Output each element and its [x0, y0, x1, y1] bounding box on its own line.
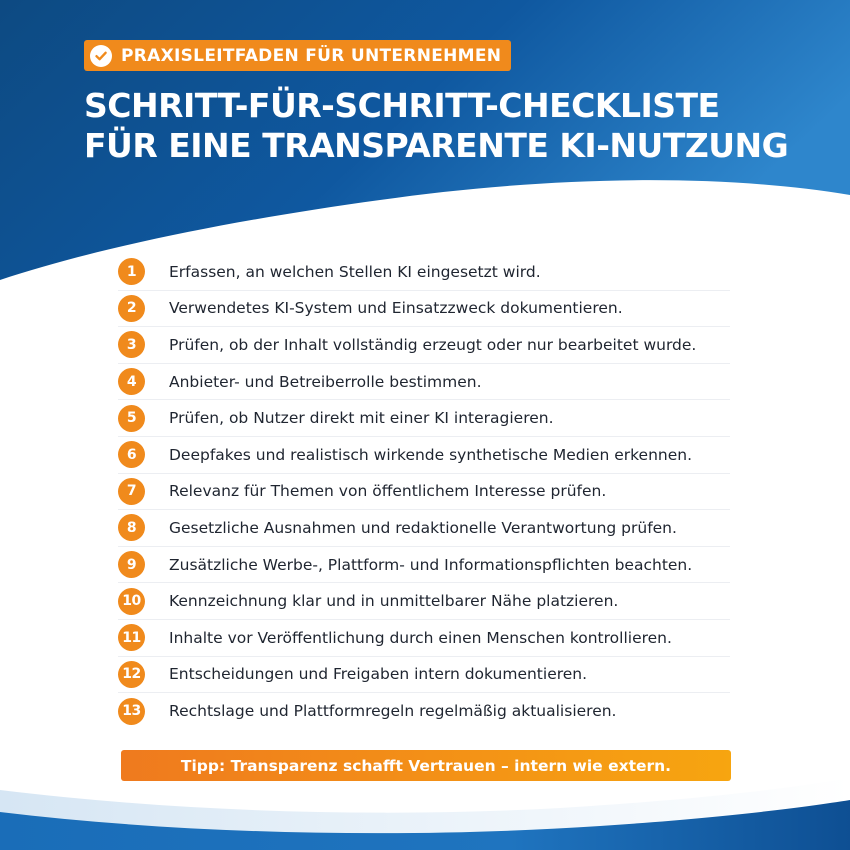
checklist-item [118, 583, 730, 620]
step-number-badge: 2 [118, 295, 145, 322]
title-line-1: SCHRITT-FÜR-SCHRITT-CHECKLISTE [84, 86, 720, 125]
step-number-badge: 12 [118, 661, 145, 688]
step-text: Prüfen, ob Nutzer direkt mit einer KI interagieren. [169, 409, 554, 428]
step-text: Rechtslage und Plattformregeln regelmäßig aktualisieren. [169, 702, 617, 721]
step-text: Entscheidungen und Freigaben intern dokumentieren. [169, 665, 588, 684]
step-text: Inhalte vor Veröffentlichung durch einen Menschen kontrollieren. [169, 628, 672, 647]
step-number-badge: 8 [118, 514, 145, 541]
step-number-badge: 1 [118, 258, 145, 285]
checklist-item [118, 364, 730, 401]
checklist [118, 254, 730, 730]
step-text: Zusätzliche Werbe-, Plattform- und Informationspflichten beachten. [169, 555, 693, 574]
step-text: Deepfakes und realistisch wirkende synthetische Medien erkennen. [169, 445, 693, 464]
checklist-item [118, 254, 730, 291]
step-text: Kennzeichnung klar und in unmittelbarer Nähe platzieren. [169, 592, 619, 611]
checklist-item [118, 547, 730, 584]
step-number-badge: 3 [118, 331, 145, 358]
step-number-badge: 11 [118, 624, 145, 651]
checklist-item [118, 437, 730, 474]
checklist-item [118, 327, 730, 364]
step-number-badge: 13 [118, 698, 145, 725]
checklist-item [118, 693, 730, 730]
checklist-item [118, 474, 730, 511]
step-number-badge: 4 [118, 368, 145, 395]
category-badge [84, 40, 511, 71]
step-number-badge: 10 [118, 588, 145, 615]
step-text: Prüfen, ob der Inhalt vollständig erzeugt oder nur bearbeitet wurde. [169, 335, 697, 354]
checklist-item [118, 620, 730, 657]
step-text: Relevanz für Themen von öffentlichem Interesse prüfen. [169, 482, 607, 501]
step-text: Verwendetes KI-System und Einsatzzweck dokumentieren. [169, 299, 623, 318]
step-number-badge: 5 [118, 405, 145, 432]
step-text: Anbieter- und Betreiberrolle bestimmen. [169, 372, 482, 391]
badge-label: PRAXISLEITFADEN FÜR UNTERNEHMEN [121, 45, 502, 66]
check-circle-icon [90, 45, 112, 67]
checklist-item [118, 400, 730, 437]
checklist-item [118, 657, 730, 694]
step-number-badge: 7 [118, 478, 145, 505]
step-number-badge: 9 [118, 551, 145, 578]
step-text: Erfassen, an welchen Stellen KI eingesetzt wird. [169, 262, 541, 281]
checklist-item [118, 291, 730, 328]
step-text: Gesetzliche Ausnahmen und redaktionelle Verantwortung prüfen. [169, 518, 677, 537]
title-line-2: FÜR EINE TRANSPARENTE KI-NUTZUNG [84, 126, 789, 165]
tip-banner [121, 750, 731, 781]
page-title [84, 86, 824, 166]
tip-text: Tipp: Transparenz schafft Vertrauen – intern wie extern. [180, 756, 672, 775]
checklist-item [118, 510, 730, 547]
step-number-badge: 6 [118, 441, 145, 468]
